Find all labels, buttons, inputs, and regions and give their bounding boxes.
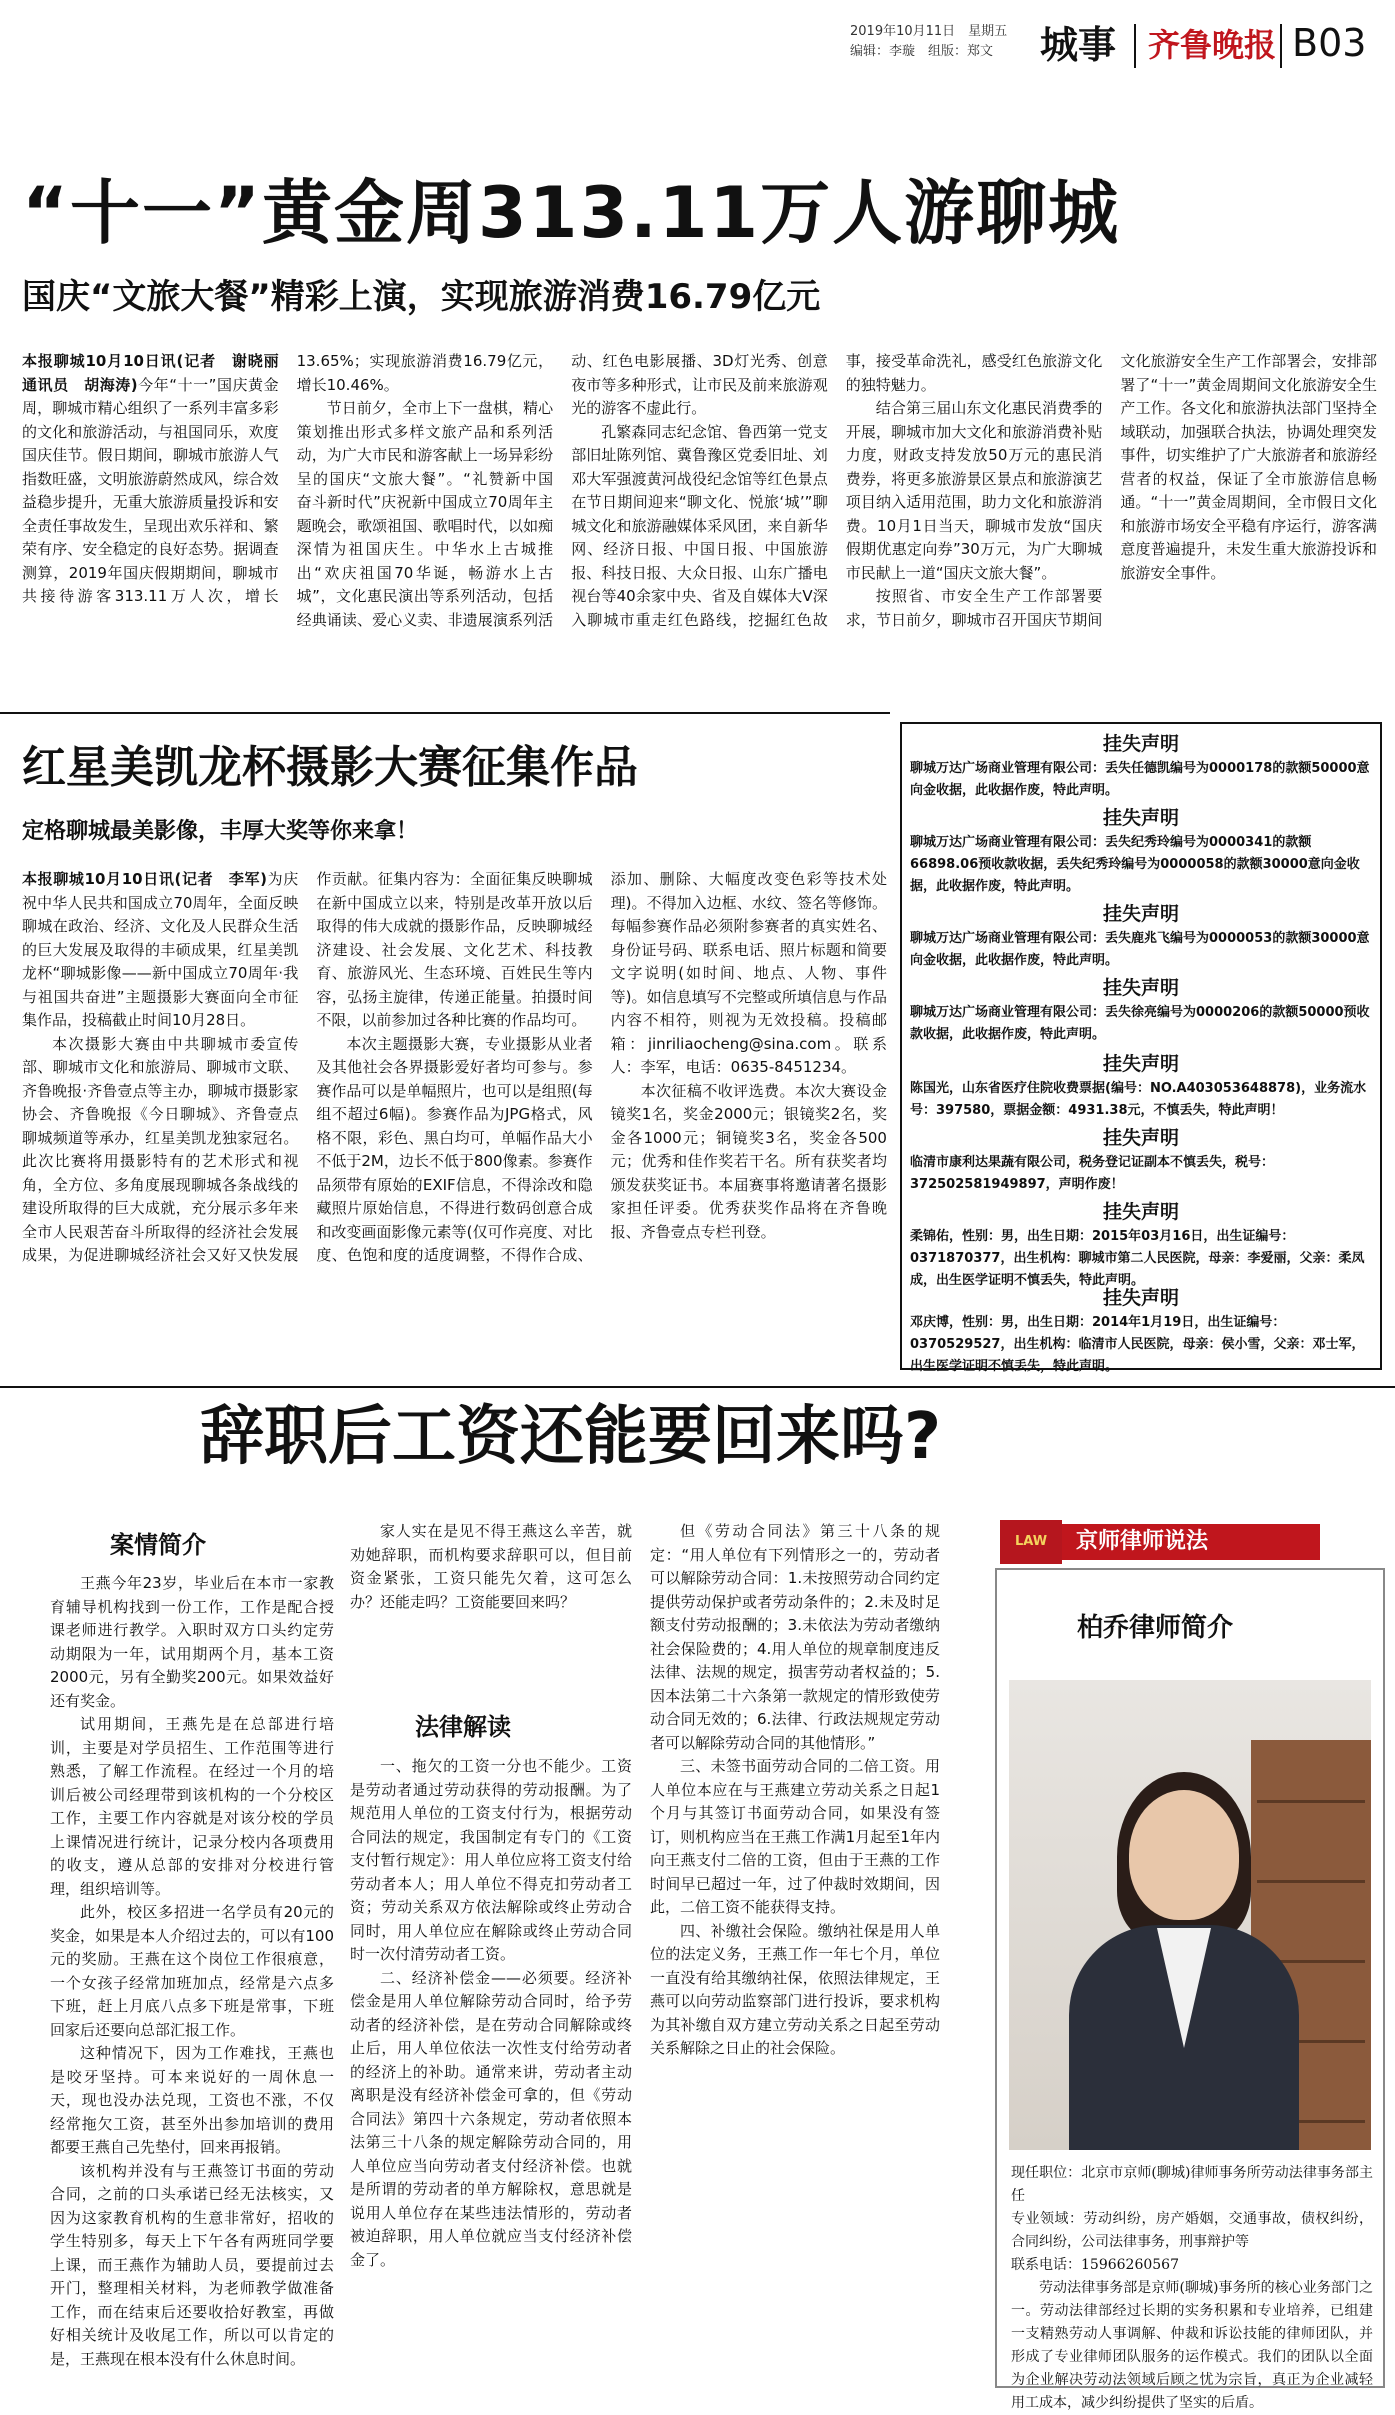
section-name: 城事 [1040, 23, 1117, 67]
article2-subheadline: 定格聊城最美影像，丰厚大奖等你来拿！ [22, 819, 419, 844]
case-paragraph: 此外，校区多招进一名学员有20元的奖金，如果是本人介绍过去的，可以有100元的奖励。王燕在这个岗位工作很痕意，一个女孩子经常加班加点，经常是六点多下班，赶上月底八点多下班是常事，下班回家后还要向总部汇报工作。 [50, 1903, 334, 2039]
article1-paragraph: 结合第三届山东文化惠民消费季的开展，聊城市加大文化和旅游消费补贴力度，财政支持发放50万元的惠民消费券，将更多旅游景区景点和旅游演艺项目纳入适用范围，助力文化和旅游消费。10月1日当天，聊城市发放“国庆假期优惠定向券”30万元，为广大聊城市民献上一道“国庆文旅大餐”。 [845, 399, 1103, 582]
section-divider [0, 712, 890, 714]
lost-notice [910, 1284, 1372, 1378]
law-text-col3 [650, 1520, 940, 2388]
law-text-col2 [350, 1755, 632, 2390]
lost-notice [910, 974, 1372, 1046]
masthead-meta [850, 22, 1030, 62]
article1-headline: “十一”黄金周313.11万人游聊城 [22, 172, 1121, 254]
case-paragraph: 这种情况下，因为工作难找，王燕也是咬牙坚持。可本来说好的一周休息一天，现也没办法兑现，工资也不涨，不仅经常拖欠工资，甚至外出参加培训的费用都要王燕自己先垫付，回来再报销。 [50, 2044, 334, 2156]
newspaper-logo: 齐鲁晚报 [1148, 26, 1277, 64]
notice-title: 挂失声明 [1102, 807, 1179, 829]
notice-title: 挂失声明 [1102, 1201, 1179, 1223]
issue-date: 2019年10月11日 星期五 [850, 24, 1008, 39]
article3-headline: 辞职后工资还能要回来吗? [200, 1400, 942, 1474]
article1-body [22, 350, 1377, 730]
notice-body: 邓庆博，性别：男，出生日期：2014年1月19日，出生证编号：0370529527，出生机构：临清市人民医院，母亲：侯小雪，父亲：邓士军，出生医学证明不慎丢失，特此声明。 [910, 1315, 1365, 1374]
notice-body: 柔锦佑，性别：男，出生日期：2015年03月16日，出生证编号：0371870377，出生机构：聊城市第二人民医院，母亲：李爱丽，父亲：柔凤成，出生医学证明不慎丢失，特此声明。 [910, 1229, 1365, 1288]
law-paragraph: 二、经济补偿金——必须要。经济补偿金是用人单位解除劳动合同时，给予劳动者的经济补偿，是在劳动合同解除或终止后，用人单位依法一次性支付给劳动者的经济上的补助。通常来讲，劳动者主动离职是没有经济补偿金可拿的，但《劳动合同法》第四十六条规定，劳动者依照本法第三十八条的规定解除劳动合同的，用人单位应当向劳动者支付经济补偿。也就是所谓的劳动者的单方解除权，意思就是说用人单位存在某些违法情形的，劳动者被迫辞职，用人单位就应当支付经济补偿金了。 [350, 1968, 632, 2269]
law-paragraph: 四、补缴社会保险。缴纳社保是用人单位的法定义务，王燕工作一年七个月，单位一直没有给其缴纳社保，依照法律规定，王燕可以向劳动监察部门进行投诉，要求机构为其补缴自双方建立劳动关系之日起至劳动关系解除之日止的社会保险。 [650, 1921, 940, 2057]
law-heading: 法律解读 [415, 1713, 511, 1741]
law-column-label: 京师律师说法 [1062, 1524, 1320, 1560]
lawyer-bio [1011, 2162, 1373, 2415]
law-paragraph: 一、拖欠的工资一分也不能少。工资是劳动者通过劳动获得的劳动报酬。为了规范用人单位的工资支付行为，根据劳动合同法的规定，我国制定有专门的《工资支付暂行规定》：用人单位应将工资支付给劳动者本人；用人单位不得克扣劳动者工资；劳动关系双方依法解除或终止劳动合同时，用人单位应在解除或终止劳动合同时一次付清劳动者工资。 [350, 1757, 632, 1963]
lost-notice [910, 1124, 1372, 1196]
notice-body: 临清市康利达果蔬有限公司，税务登记证副本不慎丢失，税号：372502581949897，声明作废！ [910, 1155, 1275, 1192]
article1-paragraph: 今年“十一”国庆黄金周，聊城市精心组织了一系列丰富多彩的文化和旅游活动，与祖国同乐，欢度国庆佳节。假日期间，聊城市旅游人气指数旺盛，文明旅游蔚然成风，综合效益稳步提升，无重大旅游质量投诉和安全责任事故发生，呈现出欢乐祥和、繁荣有序、安全稳定的良好态势。据调查测算，2019年国庆假期期间，聊城市共接待游客313.11万人次，增长13.65%；实现旅游消费16.79亿元，增长10.46%。 [22, 352, 554, 605]
law-book-icon: LAW [1000, 1520, 1062, 1564]
law-paragraph: 三、未签书面劳动合同的二倍工资。用人单位本应在与王燕建立劳动关系之日起1个月与其签订书面劳动合同，如果没有签订，则机构应当在王燕工作满1月起至1年内向王燕支付二倍的工资，但由于王燕的工作时间早已超过一年，过了仲裁时效期间，因此，二倍工资不能获得支持。 [650, 1757, 940, 1916]
notice-body: 聊城万达广场商业管理有限公司：丢失纪秀玲编号为0000341的款额66898.06预收款收据，丢失纪秀玲编号为0000058的款额30000意向金收据，此收据作废，特此声明。 [910, 835, 1360, 894]
lawyer-phone: 联系电话：15966260567 [1011, 2257, 1179, 2273]
article2-body [22, 868, 887, 1388]
law-column-badge [1000, 1520, 1320, 1564]
article2-paragraph: 本次摄影大赛由中共聊城市委宣传部、聊城市文化和旅游局、聊城市文联、齐鲁晚报·齐鲁壹点等主办，聊城市摄影家协会、齐鲁晚报《今日聊城》、齐鲁壹点聊城频道等承办，红星美凯龙独家冠名。此次比赛将用摄影特有的艺术形式和视角，全方位、多角度展现聊城各条战线的建设所取得的巨大成就，充分展示多年来全市人民艰苦奋斗所取得的经济社会发展成果，为促进聊城经济社会又好又快发展作贡献。征集内容为：全面征集反映聊城在新中国成立以来，特别是改革开放以后取得的伟大成就的摄影作品，反映聊城经济建设、社会发展、文化艺术、科技教育、旅游风光、生态环境、百姓民生等内容，弘扬主旋律，传递正能量。拍摄时间不限，以前参加过各种比赛的作品均可。 [22, 870, 593, 1264]
lost-notices-box [900, 722, 1382, 1374]
case-heading: 案情简介 [110, 1531, 206, 1559]
lost-notice [910, 1198, 1372, 1292]
case-text-col1 [50, 1572, 334, 2387]
lawyer-dept-intro: 劳动法律事务部是京师(聊城)事务所的核心业务部门之一。劳动法律部经过长期的实务积累和专业培养，已组建一支精熟劳动人事调解、仲裁和诉讼技能的律师团队，并形成了专业律师团队服务的运作模式。我们的团队以全面为企业解决劳动法领域后顾之忧为宗旨，真正为企业减轻用工成本，减少纠纷提供了坚实的后盾。 [1011, 2280, 1373, 2411]
article2-dateline: 本报聊城10月10日讯(记者 李军) [22, 870, 268, 888]
case-text-col2 [350, 1520, 632, 1700]
lawyer-position: 现任职位：北京市京师(聊城)律师事务所劳动法律事务部主任 [1011, 2165, 1373, 2204]
case-paragraph: 试用期间，王燕先是在总部进行培训，主要是对学员招生、工作范围等进行熟悉，了解工作流程。在经过一个月的培训后被公司经理带到该机构的一个分校区工作，主要工作内容就是对该分校的学员上课情况进行统计，记录分校内各项费用的收支，遵从总部的安排对分校进行管理，组织培训等。 [50, 1715, 334, 1898]
article2-headline: 红星美凯龙杯摄影大赛征集作品 [22, 742, 638, 793]
notice-title: 挂失声明 [1102, 1127, 1179, 1149]
notice-body: 聊城万达广场商业管理有限公司：丢失徐亮编号为0000206的款额50000预收款收据，此收据作废，特此声明。 [910, 1005, 1370, 1042]
notice-title: 挂失声明 [1102, 1287, 1179, 1309]
article1-dateline: 本报聊城10月10日讯(记者 谢晓丽 通讯员 胡海涛) [22, 352, 294, 394]
article1-subheadline: 国庆“文旅大餐”精彩上演，实现旅游消费16.79亿元 [22, 277, 821, 317]
section-divider [0, 1386, 1395, 1388]
article2-paragraph: 本次主题摄影大赛，专业摄影从业者及其他社会各界摄影爱好者均可参与。参赛作品可以是单幅照片，也可以是组照(每组不超过6幅)。参赛作品为JPG格式，风格不限，彩色、黑白均可，单幅作品大小不低于2M，边长不低于800像素。参赛作品须带有原始的EXIF信息，不得涂改和隐藏照片原始信息，不得进行数码创意合成和改变画面影像元素等(仅可作亮度、对比度、色饱和度的适度调整，不得作合成、添加、删除、大幅度改变色彩等技术处理)。不得加入边框、水纹、签名等修饰。每幅参赛作品必须附参赛者的真实姓名、身份证号码、联系电话、照片标题和简要文字说明(如时间、地点、人物、事件等)。如信息填写不完整或所填信息与作品内容不相符，则视为无效投稿。投稿邮箱：jinriliaocheng@sina.com。联系人：李军，电话：0635-8451234。 [316, 870, 887, 1264]
page-number: B03 [1292, 21, 1367, 65]
notice-title: 挂失声明 [1102, 1053, 1179, 1075]
notice-title: 挂失声明 [1102, 733, 1179, 755]
law-paragraph: 但《劳动合同法》第三十八条的规定：“用人单位有下列情形之一的，劳动者可以解除劳动合同：1.未按照劳动合同约定提供劳动保护或者劳动条件的；2.未及时足额支付劳动报酬的；3.未依法为劳动者缴纳社会保险费的；4.用人单位的规章制度违反法律、法规的规定，损害劳动者权益的；5.因本法第二十六条第一款规定的情形致使劳动合同无效的；6.法律、行政法规规定劳动者可以解除劳动合同的其他情形。” [650, 1522, 940, 1752]
case-paragraph: 该机构并没有与王燕签订书面的劳动合同，之前的口头承诺已经无法核实，又因为这家教育机构的生意非常好，招收的学生特别多，每天上下午各有两班同学要上课，而王燕作为辅助人员，要提前过去开门，整理相关材料，为老师教学做准备工作，而在结束后还要收拾好教室，再做好相关统计及收尾工作，所以可以肯定的是，王燕现在根本没有什么休息时间。 [50, 2161, 334, 2368]
masthead-divider [1134, 24, 1136, 68]
case-paragraph: 王燕今年23岁，毕业后在本市一家教育辅导机构找到一份工作，工作是配合授课老师进行教学。入职时双方口头约定劳动期限为一年，试用期两个月，基本工资2000元，另有全勤奖200元。如果效益好还有奖金。 [50, 1574, 334, 1710]
notice-body: 聊城万达广场商业管理有限公司：丢失鹿兆飞编号为0000053的款额30000意向金收据，此收据作废，特此声明。 [910, 931, 1370, 968]
notice-body: 聊城万达广场商业管理有限公司：丢失任德凯编号为0000178的款额50000意向金收据，此收据作废，特此声明。 [910, 761, 1370, 798]
notice-title: 挂失声明 [1102, 977, 1179, 999]
lawyer-photo [1009, 1680, 1371, 2150]
lawyer-title: 柏乔律师简介 [1077, 1613, 1234, 1643]
lost-notice [910, 730, 1372, 802]
notice-body: 陈国光，山东省医疗住院收费票据(编号：NO.A403053648878)，业务流水号：397580，票据金额：4931.38元，不慎丢失，特此声明！ [910, 1081, 1367, 1118]
article1-paragraph: 节日前夕，全市上下一盘棋，精心策划推出形式多样文旅产品和系列活动，为广大市民和游客献上一场异彩纷呈的国庆“文旅大餐”。“礼赞新中国 奋斗新时代”庆祝新中国成立70周年主题晚会，歌颂祖国、歌唱时代，以如痴深情为祖国庆生。中华水上古城推出“欢庆祖国70华诞，畅游水上古城”，文化惠民演出等系列活动，包括经典诵读、爱心义卖、非遗展演系列活动、红色电影展播、3D灯光秀、创意夜市等多种形式，让市民及前来旅游观光的游客不虚此行。 [296, 352, 828, 629]
lost-notice [910, 900, 1372, 972]
article1-paragraph: 按照省、市安全生产工作部署要求，节日前夕，聊城市召开国庆节期间文化旅游安全生产工作部署会，安排部署了“十一”黄金周期间文化旅游安全生产工作。各文化和旅游执法部门坚持全域联动，加强联合执法，协调处理突发事件，切实维护了广大旅游者和旅游经营者的权益，保证了全市旅游信息畅通。“十一”黄金周期间，全市假日文化和旅游市场安全平稳有序运行，游客满意度普遍提升，未发生重大旅游投诉和旅游安全事件。 [845, 352, 1377, 629]
editors: 编辑：李璇 组版：郑文 [850, 44, 994, 59]
article2-paragraph: 本次征稿不收评选费。本次大赛设金镜奖1名，奖金2000元；银镜奖2名，奖金各1000元；铜镜奖3名，奖金各500元；优秀和佳作奖若干名。所有获奖者均颁发获奖证书。本届赛事将邀请著名摄影家担任评委。优秀获奖作品将在齐鲁晚报、齐鲁壹点专栏刊登。 [610, 1081, 887, 1241]
lost-notice [910, 1050, 1372, 1122]
article1-paragraph: 孔繁森同志纪念馆、鲁西第一党支部旧址陈列馆、冀鲁豫区党委旧址、刘邓大军强渡黄河战役纪念馆等红色景点在节日期间迎来“聊文化、悦旅‘城’”聊城文化和旅游融媒体采风团，来自新华网、经济日报、中国日报、中国旅游报、科技日报、大众日报、山东广播电视台等40余家中央、省及自媒体大V深入聊城市重走红色路线，挖掘红色故事，接受革命洗礼，感受红色旅游文化的独特魅力。 [571, 352, 1103, 629]
lawyer-fields: 专业领域：劳动纠纷，房产婚姻，交通事故，债权纠纷，合同纠纷，公司法律事务，刑事辩护等 [1011, 2211, 1373, 2250]
lawyer-profile [995, 1568, 1385, 2411]
masthead-divider [1280, 24, 1282, 68]
notice-title: 挂失声明 [1102, 903, 1179, 925]
article2-paragraph: 为庆祝中华人民共和国成立70周年，全面反映聊城在政治、经济、文化及人民群众生活的巨大发展及取得的丰硕成果，红星美凯龙杯“聊城影像——新中国成立70周年·我与祖国共奋进”主题摄影大赛面向全市征集作品，投稿截止时间10月28日。 [22, 870, 299, 1029]
case-paragraph: 家人实在是见不得王燕这么辛苦，就劝她辞职，而机构要求辞职可以，但目前资金紧张，工资只能先欠着，这可怎么办？还能走吗？工资能要回来吗？ [350, 1522, 632, 1611]
lost-notice [910, 804, 1372, 898]
